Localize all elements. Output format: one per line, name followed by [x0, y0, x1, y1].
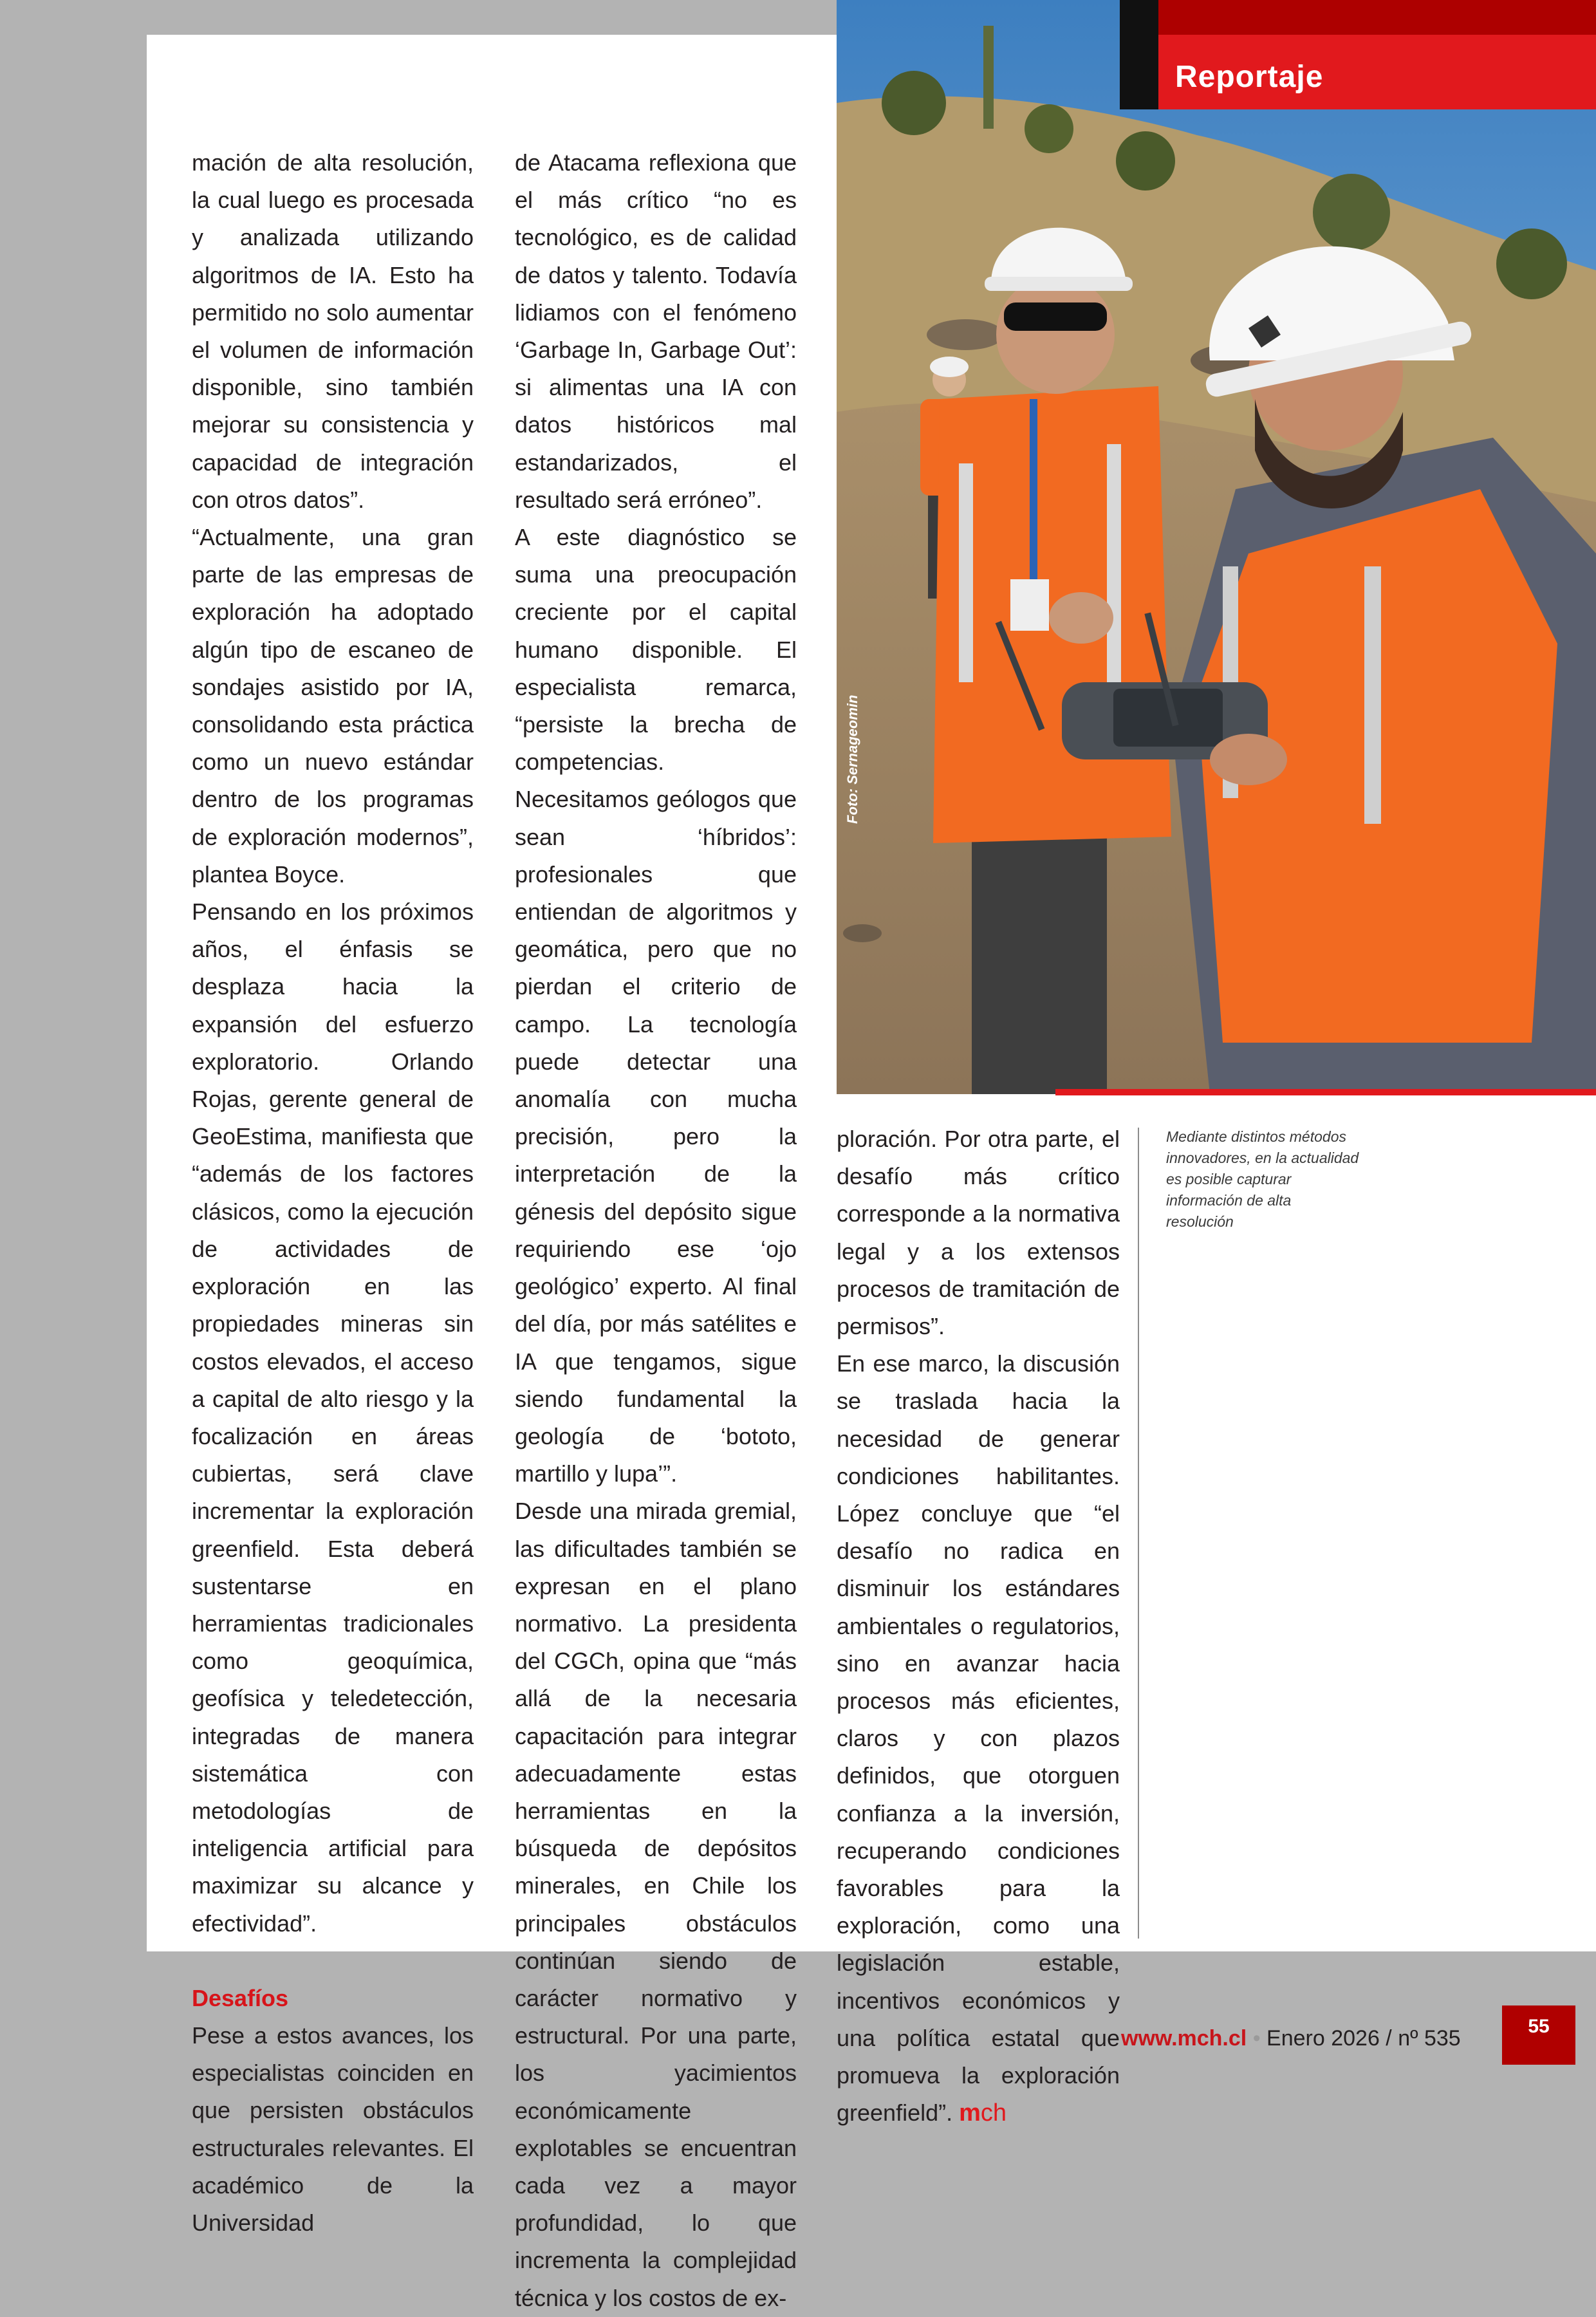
paragraph: Pensando en los próximos años, el énfasis se desplaza hacia la expansión del esfuerzo exploratorio. Orlando Rojas, gerente general de GeoEstima, manifiesta que “además de los factores clásicos, como la ejecución de actividades de exploración en las propiedades mineras sin costos elevados, el acceso a capital de alto riesgo y la focalización en áreas cubiertas, será clave incrementar la exploración greenfield. Esta deberá sustentarse en herramientas tradicionales como geoquímica, geofísica y teledetección, integradas de manera sistemática con metodologías de inteligencia artificial para maximizar su alcance y efectividad”. [192, 898, 474, 1937]
column-divider [1138, 1128, 1139, 1939]
photo-caption: Mediante distintos métodos innovadores, en la actualidad es posible capturar información de alta resolución [1166, 1128, 1359, 1230]
paragraph: ploración. Por otra parte, el desafío más crítico corresponde a la normativa legal y a los extensos procesos de tramitación de permisos”. [837, 1126, 1120, 1340]
paragraph: A este diagnóstico se suma una preocupación creciente por el capital humano disponible. El especialista remarca, “persiste la brecha de competencias. Necesitamos geólogos que sean ‘híbridos’: profesionales que entiendan de algoritmos y geomática, pero que no pierdan el criterio de campo. La tecnología puede detectar una anomalía con mucha precisión, pero la interpretación de la génesis del depósito sigue requiriendo ese ‘ojo geológico’ experto. Al final del día, por más satélites e IA que tengamos, sigue siendo fundamental la geología de ‘bototo, martillo y lupa’”. [515, 524, 797, 1487]
photo-credit: Foto: Sernageomin [844, 694, 860, 824]
paragraph: de Atacama reflexiona que el más crítico “no es tecnológico, es de calidad de datos y talento. Todavía lidiamos con el fenómeno ‘Garbage In, Garbage Out’: si alimentas una IA con datos históricos mal estandarizados, el resultado será erróneo”. [515, 149, 797, 513]
paragraph: Desde una mirada gremial, las dificultades también se expresan en el plano normativo. La presidenta del CGCh, opina que “más allá de la necesaria capacitación para integrar adecuadamente estas herramientas en la búsqueda de depósitos minerales, en Chile los principales obstáculos continúan siendo de carácter normativo y estructural. Por una parte, los yacimientos económicamente explotables se encuentran cada vez a mayor profundidad, lo que incrementa la complejidad técnica y los costos de ex- [515, 1498, 797, 2311]
banner-accent [1120, 0, 1158, 109]
paragraph: mación de alta resolución, la cual luego es procesada y analizada utilizando algoritmos de IA. Esto ha permitido no solo aumentar el volumen de información disponible, sino también mejorar su consistencia y capacidad de integración con otros datos”. [192, 149, 474, 513]
page-number: 55 [1502, 2005, 1575, 2065]
paragraph-text: En ese marco, la discusión se traslada hacia la necesidad de generar condiciones habilitantes. López concluye que “el desafío no radica en disminuir los estándares ambientales o regulatorios, sino en avanzar hacia procesos más eficientes, claros y con plazos definidos, que otorguen confianza a la inversión, recuperando condiciones favorables para la exploración, como una legislación estable, incentivos económicos y una política estatal que promueva la exploración greenfield”. [837, 1350, 1120, 2126]
section-label: Reportaje [1175, 60, 1324, 94]
text-column-2 [515, 144, 797, 2317]
mch-end-logo [959, 2099, 1007, 2126]
footer-url[interactable]: www.mch.cl [1121, 2026, 1247, 2051]
footer [1121, 2026, 1461, 2051]
paragraph: Pese a estos avances, los especialistas coinciden en que persisten obstáculos estructurales relevantes. El académico de la Universidad [192, 2022, 474, 2236]
text-column-3 [837, 1121, 1120, 2132]
mch-logo-bold: m [959, 2099, 981, 2127]
mch-logo-rest: ch [980, 2099, 1007, 2127]
footer-separator: • [1252, 2026, 1261, 2051]
article-photo [837, 0, 1596, 1094]
text-column-1 [192, 144, 474, 2242]
paragraph: “Actualmente, una gran parte de las empresas de exploración ha adoptado algún tipo de escaneo de sondajes asistido por IA, consolidando esta práctica como un nuevo estándar dentro de los programas de exploración modernos”, plantea Boyce. [192, 524, 474, 888]
field-photo-image [837, 0, 1596, 1094]
paragraph [837, 1345, 1120, 2132]
footer-issue: Enero 2026 / nº 535 [1267, 2026, 1461, 2051]
section-subheading: Desafíos [192, 1984, 289, 2011]
photo-accent-line [1055, 1089, 1596, 1095]
